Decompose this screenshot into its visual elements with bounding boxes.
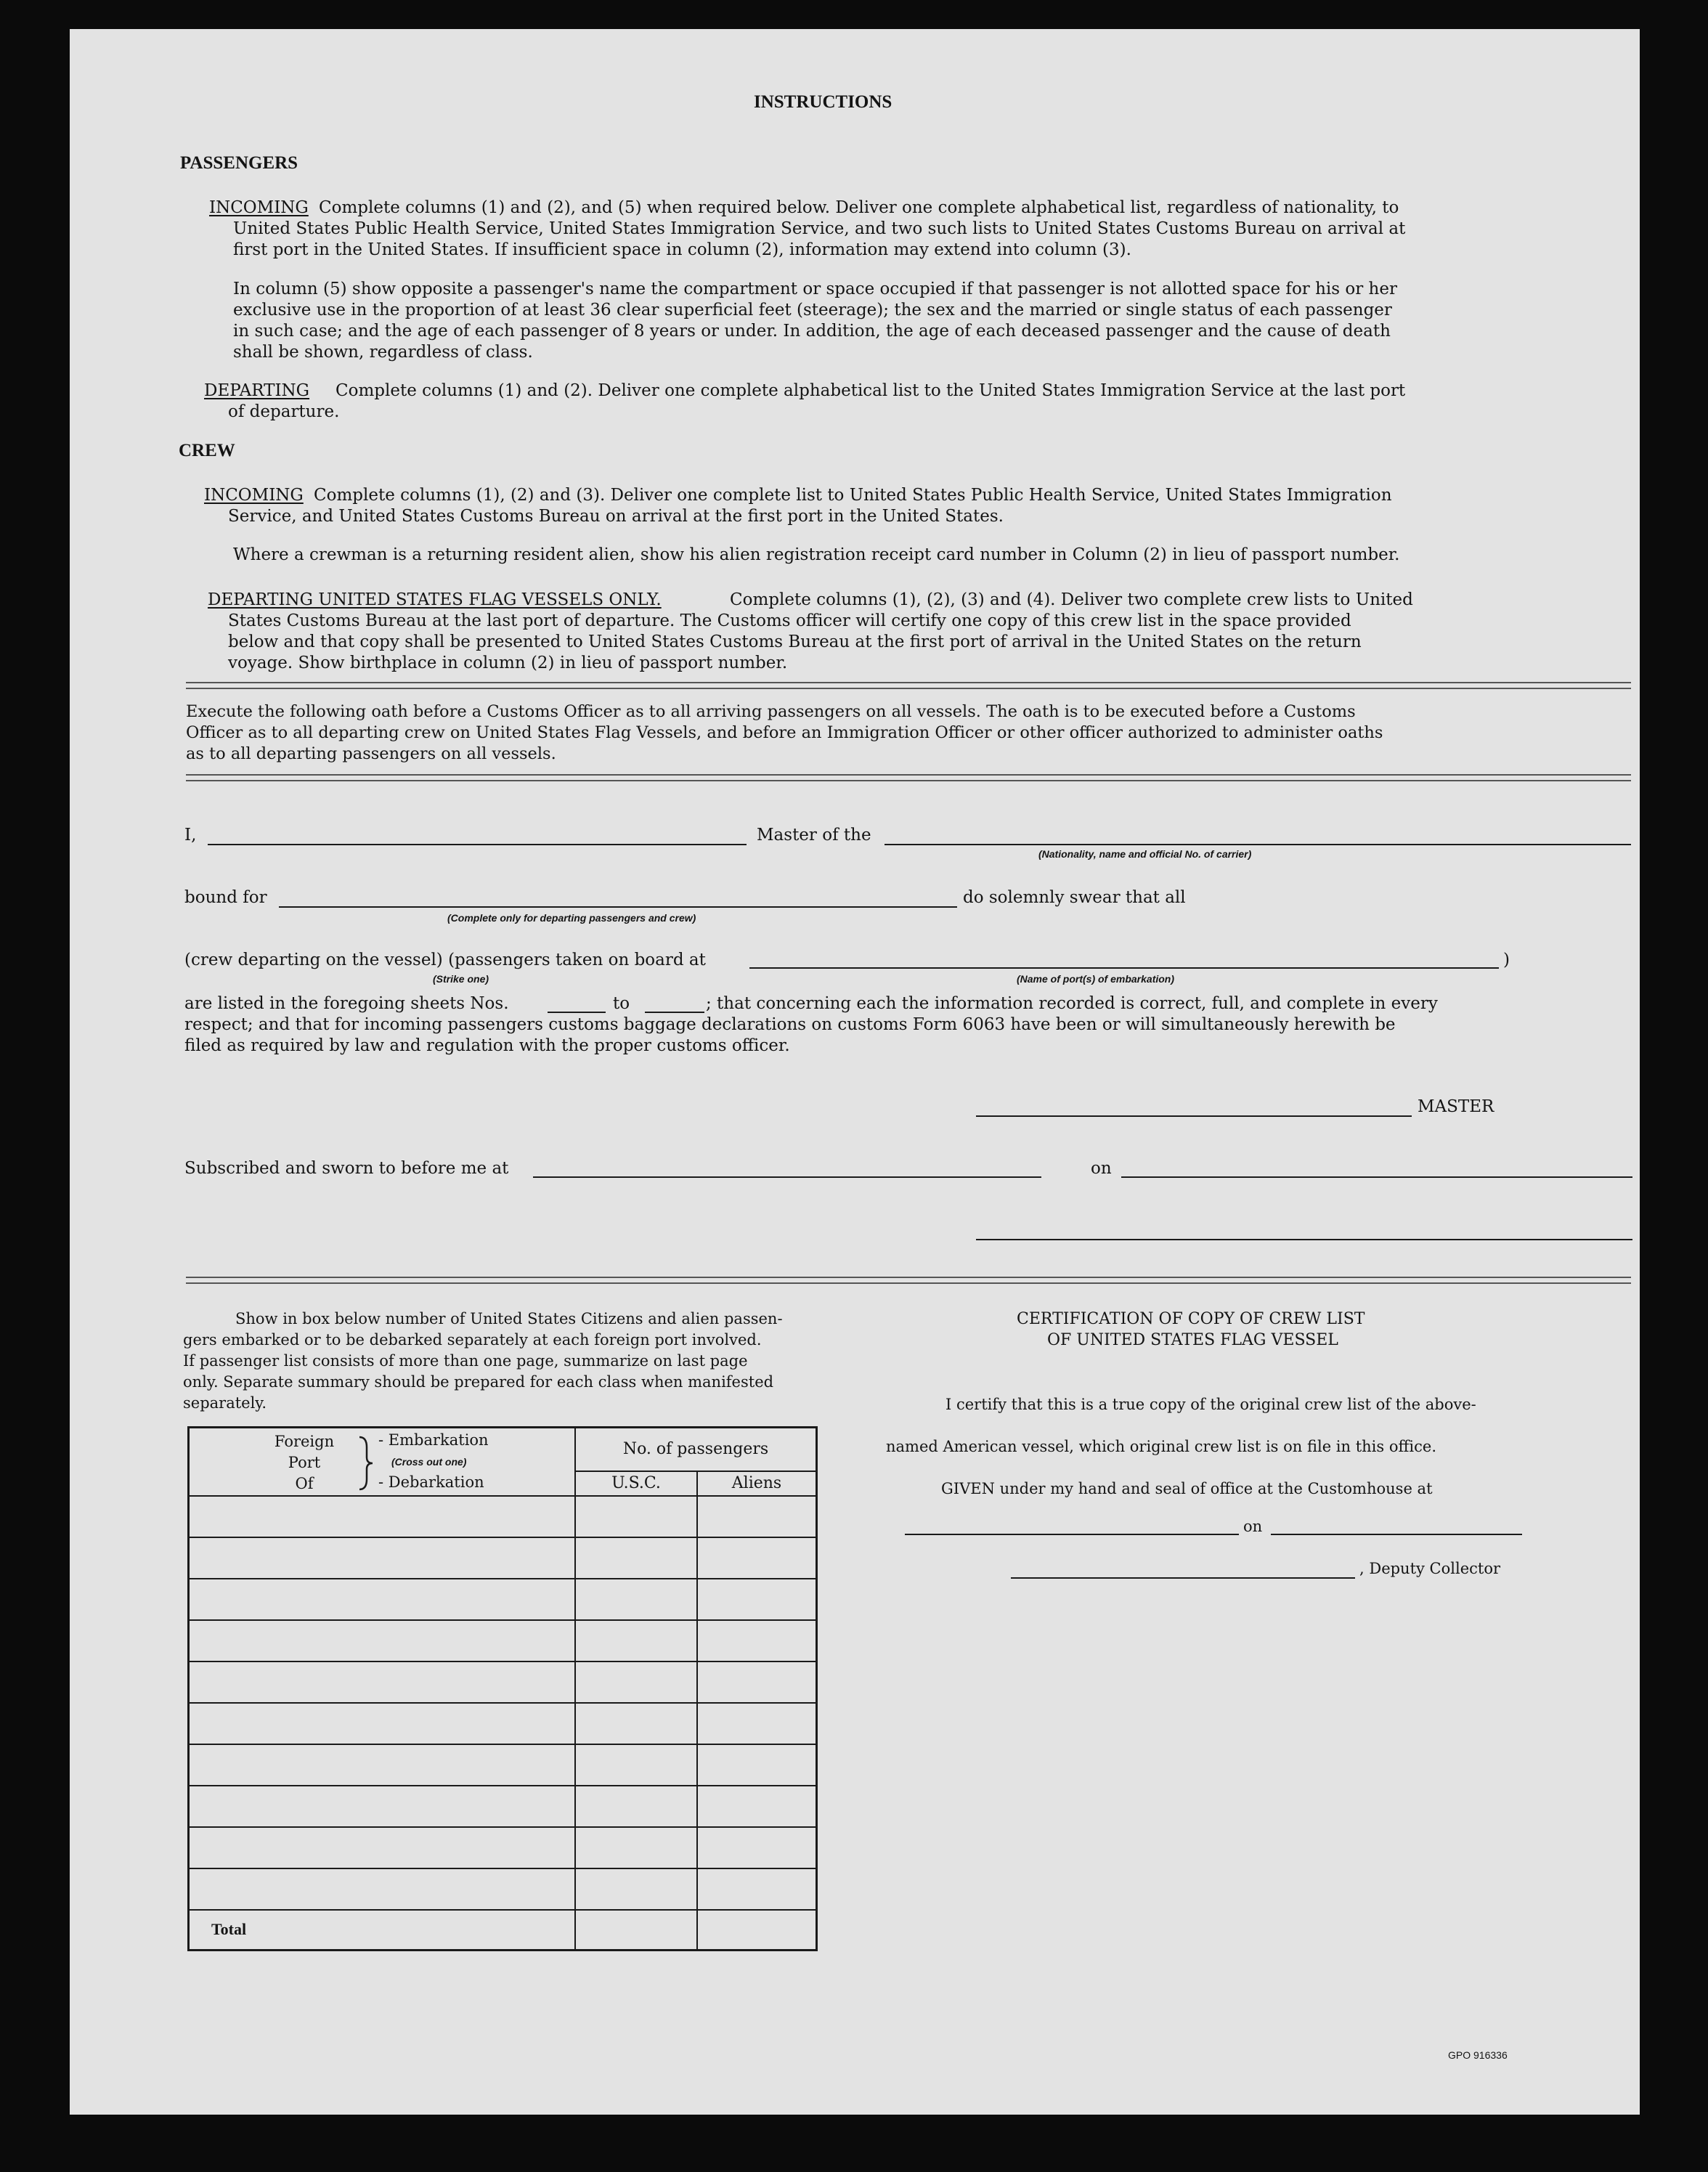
certification-on-label: on — [1243, 1518, 1263, 1535]
crew-incoming-label: INCOMING — [204, 486, 304, 505]
summary-instructions-line-4: only. Separate summary should be prepared for each class when manifested — [183, 1373, 774, 1391]
passengers-heading: PASSENGERS — [180, 153, 298, 173]
port-header-line-3: Of — [295, 1475, 314, 1492]
aliens-cell[interactable] — [697, 1868, 817, 1910]
certification-line-3: GIVEN under my hand and seal of office at the Customhouse at — [941, 1480, 1433, 1497]
master-of-label: Master of the — [757, 826, 871, 845]
usc-cell[interactable] — [575, 1786, 697, 1827]
certification-line-2: named American vessel, which original crew list is on file in this office. — [886, 1438, 1436, 1455]
close-paren: ) — [1503, 951, 1510, 969]
oath-line-2: respect; and that for incoming passengers customs baggage declarations on customs Form 6063 have been or will simultaneously herewith be — [184, 1015, 1396, 1034]
official-signature-field[interactable] — [976, 1239, 1632, 1240]
port-header-cell — [189, 1428, 576, 1496]
embarkation-label: - Embarkation — [378, 1431, 489, 1449]
crew-departing-line-3: below and that copy shall be presented to United States Customs Bureau at the first port of arrival in the United States on the return — [228, 633, 1362, 651]
bound-caption: (Complete only for departing passengers and crew) — [447, 912, 696, 924]
crew-passengers-label: (crew departing on the vessel) (passengers taken on board at — [184, 951, 706, 969]
crew-departing-label: DEPARTING UNITED STATES FLAG VESSELS ONLY. — [208, 590, 662, 609]
aliens-cell[interactable] — [697, 1620, 817, 1661]
aliens-cell[interactable] — [697, 1537, 817, 1579]
aliens-cell[interactable] — [697, 1703, 817, 1744]
usc-cell[interactable] — [575, 1744, 697, 1786]
carrier-caption: (Nationality, name and official No. of carrier) — [1038, 848, 1252, 860]
table-row — [189, 1744, 817, 1786]
summary-instructions-line-1: Show in box below number of United States Citizens and alien passen- — [235, 1310, 783, 1327]
footer-code: GPO 916336 — [1448, 2049, 1508, 2061]
listed-rest: ; that concerning each the information recorded is correct, full, and complete in every — [706, 994, 1438, 1013]
total-label: Total — [189, 1910, 576, 1951]
aliens-cell[interactable] — [697, 1786, 817, 1827]
port-header-line-2: Port — [288, 1454, 321, 1471]
strike-caption: (Strike one) — [433, 973, 489, 985]
passengers-header: No. of passengers — [575, 1428, 817, 1471]
crew-resident-line: Where a crewman is a returning resident alien, show his alien registration receipt card number in Column (2) in lieu of passport number. — [233, 545, 1400, 564]
aliens-cell[interactable] — [697, 1744, 817, 1786]
passengers-departing-label: DEPARTING — [204, 381, 310, 400]
table-row — [189, 1661, 817, 1703]
crew-incoming-line-1: Complete columns (1), (2) and (3). Deliver one complete list to United States Public Health Service, United States Immigration — [314, 486, 1392, 505]
total-row — [189, 1910, 817, 1951]
usc-cell[interactable] — [575, 1579, 697, 1620]
certification-line-1: I certify that this is a true copy of the original crew list of the above- — [946, 1396, 1476, 1413]
summary-instructions-line-2: gers embarked or to be debarked separately at each foreign port involved. — [183, 1331, 762, 1349]
form-page — [70, 29, 1640, 2115]
aliens-header: Aliens — [697, 1471, 817, 1496]
sworn-place-field[interactable] — [533, 1176, 1041, 1178]
summary-instructions-line-3: If passenger list consists of more than one page, summarize on last page — [183, 1352, 748, 1370]
port-header-line-1: Foreign — [274, 1433, 335, 1450]
total-usc-cell[interactable] — [575, 1910, 697, 1951]
subscribed-label: Subscribed and sworn to before me at — [184, 1159, 509, 1178]
passengers-departing-line-1: Complete columns (1) and (2). Deliver one complete alphabetical list to the United States Immigration Service at the last port — [336, 381, 1406, 400]
aliens-cell[interactable] — [697, 1827, 817, 1868]
sworn-on-label: on — [1091, 1159, 1112, 1178]
usc-cell[interactable] — [575, 1703, 697, 1744]
table-row — [189, 1703, 817, 1744]
column5-line-3: in such case; and the age of each passenger of 8 years or under. In addition, the age of each deceased passenger and the cause of death — [233, 322, 1391, 341]
crew-heading: CREW — [179, 441, 235, 460]
table-row — [189, 1620, 817, 1661]
table-row — [189, 1827, 817, 1868]
table-row — [189, 1868, 817, 1910]
port-cell[interactable] — [189, 1703, 576, 1744]
usc-cell[interactable] — [575, 1620, 697, 1661]
deputy-collector-label: , Deputy Collector — [1359, 1560, 1501, 1577]
customhouse-field[interactable] — [905, 1534, 1239, 1535]
sworn-date-field[interactable] — [1121, 1176, 1632, 1178]
oath-line-3: filed as required by law and regulation with the proper customs officer. — [184, 1036, 790, 1055]
master-label: MASTER — [1418, 1097, 1494, 1116]
oath-intro-line-2: Officer as to all departing crew on United States Flag Vessels, and before an Immigration Officer or other officer authorized to administer oaths — [186, 723, 1383, 742]
certification-date-field[interactable] — [1271, 1534, 1522, 1535]
crew-departing-line-2: States Customs Bureau at the last port of departure. The Customs officer will certify one copy of this crew list in the space provided — [228, 611, 1351, 630]
table-header-row — [189, 1428, 817, 1471]
usc-cell[interactable] — [575, 1827, 697, 1868]
aliens-cell[interactable] — [697, 1579, 817, 1620]
port-cell[interactable] — [189, 1579, 576, 1620]
passenger-summary-table — [187, 1426, 818, 1951]
usc-cell[interactable] — [575, 1661, 697, 1703]
listed-label: are listed in the foregoing sheets Nos. — [184, 994, 509, 1013]
deputy-signature-field[interactable] — [1011, 1577, 1355, 1579]
table-row — [189, 1496, 817, 1537]
swear-label: do solemnly swear that all — [963, 888, 1186, 907]
column5-line-1: In column (5) show opposite a passenger's name the compartment or space occupied if that passenger is not allotted space for his or her — [233, 280, 1397, 298]
brace-icon — [357, 1434, 375, 1492]
master-signature-field[interactable] — [976, 1115, 1412, 1117]
port-cell[interactable] — [189, 1537, 576, 1579]
sheet-to-field[interactable] — [645, 1012, 704, 1013]
debarkation-label: - Debarkation — [378, 1473, 484, 1491]
aliens-cell[interactable] — [697, 1661, 817, 1703]
crew-departing-line-1: Complete columns (1), (2), (3) and (4). Deliver two complete crew lists to United — [730, 590, 1413, 609]
divider-2 — [186, 774, 1631, 781]
passengers-incoming-line-2: United States Public Health Service, United States Immigration Service, and two such lists to United States Customs Bureau on arrival at — [233, 219, 1406, 238]
port-cell[interactable] — [189, 1744, 576, 1786]
passengers-incoming-label: INCOMING — [209, 198, 309, 217]
passengers-departing-line-2: of departure. — [228, 402, 340, 421]
usc-cell[interactable] — [575, 1537, 697, 1579]
page-title: INSTRUCTIONS — [754, 92, 892, 112]
usc-cell[interactable] — [575, 1496, 697, 1537]
port-cell[interactable] — [189, 1496, 576, 1537]
table-row — [189, 1537, 817, 1579]
summary-instructions-line-5: separately. — [183, 1394, 267, 1412]
crew-incoming-line-2: Service, and United States Customs Bureau on arrival at the first port in the United States. — [228, 507, 1004, 526]
usc-header: U.S.C. — [575, 1471, 697, 1496]
passengers-incoming-line-3: first port in the United States. If insufficient space in column (2), information may extend into column (3). — [233, 240, 1131, 259]
cross-out-caption: (Cross out one) — [391, 1456, 467, 1468]
sheet-from-field[interactable] — [548, 1012, 606, 1013]
crew-departing-line-4: voyage. Show birthplace in column (2) in lieu of passport number. — [228, 654, 788, 672]
port-caption: (Name of port(s) of embarkation) — [1017, 973, 1175, 985]
port-cell[interactable] — [189, 1786, 576, 1827]
master-name-field[interactable] — [208, 844, 747, 845]
total-aliens-cell[interactable] — [697, 1910, 817, 1951]
column5-line-2: exclusive use in the proportion of at least 36 clear superficial feet (steerage); the sex and the married or single status of each passenger — [233, 301, 1392, 320]
to-label: to — [613, 994, 630, 1013]
divider-1 — [186, 682, 1631, 689]
certification-title-1: CERTIFICATION OF COPY OF CREW LIST — [1017, 1310, 1365, 1328]
bound-for-label: bound for — [184, 888, 267, 907]
aliens-cell[interactable] — [697, 1496, 817, 1537]
passengers-incoming-line-1: Complete columns (1) and (2), and (5) when required below. Deliver one complete alphabetical list, regardless of nationality, to — [319, 198, 1399, 217]
table-row — [189, 1786, 817, 1827]
usc-cell[interactable] — [575, 1868, 697, 1910]
column5-line-4: shall be shown, regardless of class. — [233, 343, 533, 362]
oath-intro-line-1: Execute the following oath before a Customs Officer as to all arriving passengers on all vessels. The oath is to be executed before a Customs — [186, 702, 1356, 721]
oath-i-label: I, — [184, 826, 197, 845]
port-cell[interactable] — [189, 1868, 576, 1910]
port-cell[interactable] — [189, 1661, 576, 1703]
carrier-field[interactable] — [884, 844, 1631, 845]
port-cell[interactable] — [189, 1827, 576, 1868]
divider-3 — [186, 1277, 1631, 1284]
oath-intro-line-3: as to all departing passengers on all vessels. — [186, 744, 556, 763]
table-row — [189, 1579, 817, 1620]
port-cell[interactable] — [189, 1620, 576, 1661]
certification-title-2: OF UNITED STATES FLAG VESSEL — [1047, 1331, 1338, 1349]
